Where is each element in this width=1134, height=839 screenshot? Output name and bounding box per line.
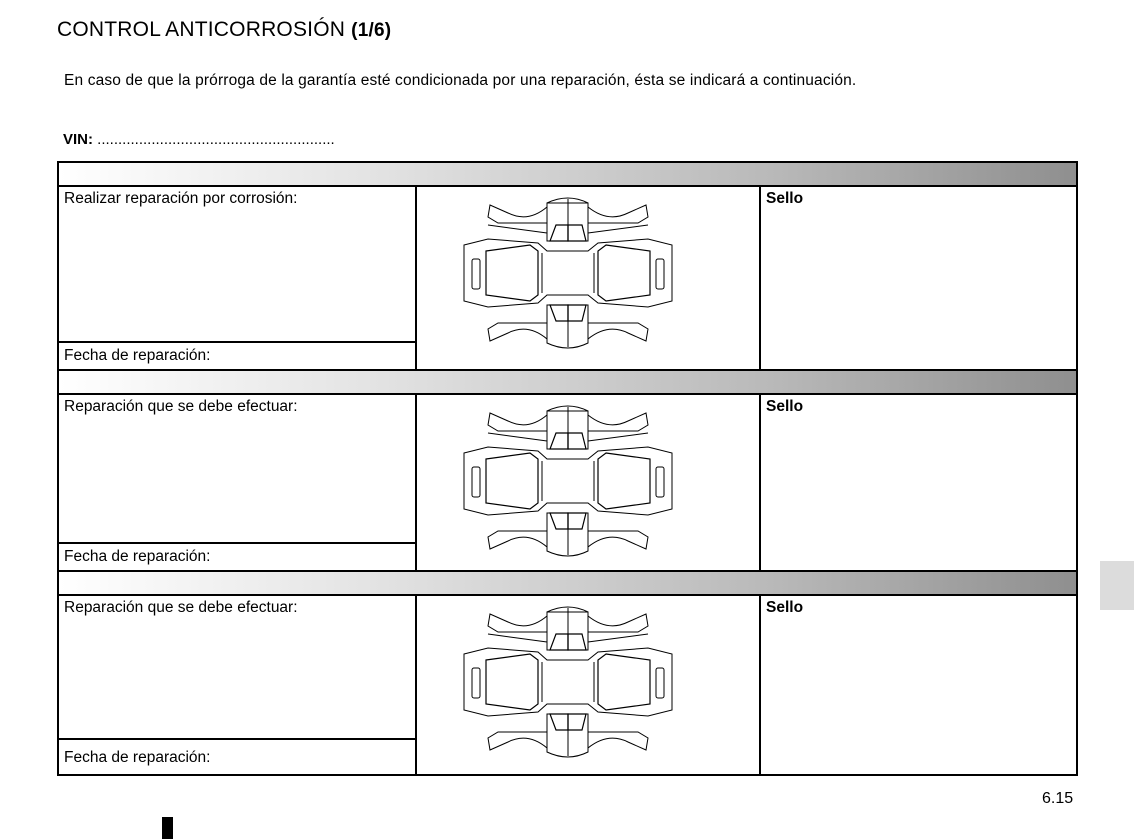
repair-label: Reparación que se debe efectuar:: [64, 398, 298, 415]
repair-date-field[interactable]: [59, 341, 415, 369]
stamp-cell[interactable]: [759, 395, 1076, 570]
page-title: [57, 18, 391, 42]
repair-date-field[interactable]: [59, 542, 415, 570]
title-part: (1/6): [351, 20, 392, 41]
car-body-panel-diagram-icon: [458, 193, 678, 355]
stamp-label: Sello: [766, 190, 804, 207]
page-marker: [162, 817, 173, 839]
repair-description-cell[interactable]: [59, 596, 417, 774]
car-body-panel-diagram-icon: [458, 602, 678, 764]
repair-description-cell[interactable]: [59, 395, 417, 570]
repair-label: Reparación que se debe efectuar:: [64, 599, 298, 616]
repair-row: [59, 596, 1076, 774]
repair-description-cell[interactable]: [59, 187, 417, 369]
stamp-cell[interactable]: [759, 187, 1076, 369]
section-header-band: [59, 163, 1076, 187]
car-diagram-cell: [417, 395, 759, 570]
car-body-panel-diagram-icon: [458, 401, 678, 563]
vin-line: [63, 131, 335, 148]
car-diagram-cell: [417, 596, 759, 774]
stamp-cell[interactable]: [759, 596, 1076, 774]
section-header-band: [59, 369, 1076, 395]
stamp-label: Sello: [766, 599, 804, 616]
stamp-label: Sello: [766, 398, 804, 415]
intro-text: En caso de que la prórroga de la garantía esté condicionada por una reparación, ésta se indicará a continuación.: [64, 72, 857, 89]
repair-date-label: Fecha de reparación:: [64, 347, 211, 364]
page-number: 6.15: [1042, 790, 1074, 807]
vin-label: VIN:: [63, 131, 93, 148]
car-diagram-cell: [417, 187, 759, 369]
repair-row: [59, 395, 1076, 570]
repair-record-table: [57, 161, 1078, 776]
repair-row: [59, 187, 1076, 369]
repair-date-label: Fecha de reparación:: [64, 548, 211, 565]
title-text: CONTROL ANTICORROSIÓN: [57, 18, 346, 41]
repair-date-field[interactable]: [59, 738, 415, 774]
repair-date-label: Fecha de reparación:: [64, 749, 211, 766]
chapter-tab: [1100, 561, 1134, 610]
repair-label: Realizar reparación por corrosión:: [64, 190, 298, 207]
section-header-band: [59, 570, 1076, 596]
vin-field[interactable]: .........................................................: [97, 131, 335, 148]
